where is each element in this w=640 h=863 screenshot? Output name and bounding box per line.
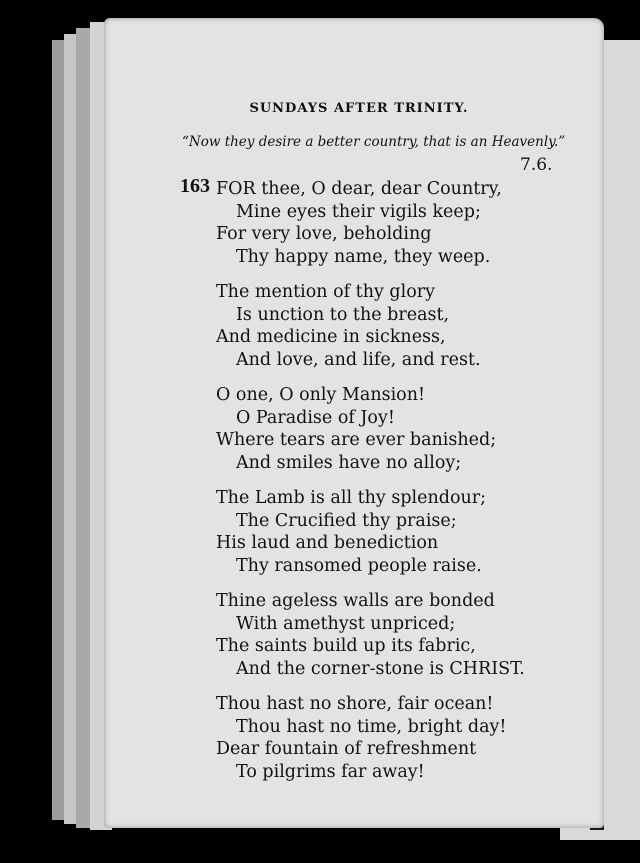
running-header: SUNDAYS AFTER TRINITY. [249, 101, 469, 116]
verse-line: To pilgrims far away! [236, 761, 425, 782]
stanza [216, 384, 525, 474]
meter-label: 7.6. [520, 155, 553, 175]
verse-line: Thou hast no shore, fair ocean! [216, 694, 494, 714]
stanza [216, 281, 525, 371]
verse-line: Thy ransomed people raise. [236, 555, 482, 576]
epigraph: “Now they desire a better country, that is an Heavenly.” [182, 134, 566, 150]
verse-line: O Paradise of Joy! [236, 407, 395, 428]
verse-line: O one, O only Mansion! [216, 385, 426, 405]
hymn-text [216, 178, 525, 796]
hymn-number: 163 [180, 175, 210, 197]
verse-line: Dear fountain of refreshment [216, 739, 477, 759]
verse-line: And the corner-stone is CHRIST. [236, 658, 525, 679]
stanza [216, 693, 525, 783]
verse-line: Thy happy name, they weep. [236, 246, 491, 267]
verse-line: FOR thee, O dear, dear Country, [216, 179, 502, 199]
verse-line: The Lamb is all thy splendour; [216, 488, 487, 508]
verse-line: And medicine in sickness, [216, 327, 446, 347]
verse-line: The mention of thy glory [216, 282, 435, 302]
verse-line: With amethyst unpriced; [236, 613, 456, 634]
verse-line: Mine eyes their vigils keep; [236, 201, 481, 222]
verse-line: And love, and life, and rest. [236, 349, 481, 370]
stanza [216, 178, 525, 268]
verse-line: For very love, beholding [216, 224, 432, 244]
verse-line: The saints build up its fabric, [216, 636, 476, 656]
book-page [104, 18, 604, 828]
verse-line: Thine ageless walls are bonded [216, 591, 495, 611]
verse-line: Where tears are ever banished; [216, 430, 497, 450]
verse-line: Thou hast no time, bright day! [236, 716, 507, 737]
stanza [216, 487, 525, 577]
verse-line: And smiles have no alloy; [236, 452, 462, 473]
verse-line: The Crucified thy praise; [236, 510, 457, 531]
verse-line: Is unction to the breast, [236, 304, 450, 325]
verse-line: His laud and benediction [216, 533, 439, 553]
stanza [216, 590, 525, 680]
